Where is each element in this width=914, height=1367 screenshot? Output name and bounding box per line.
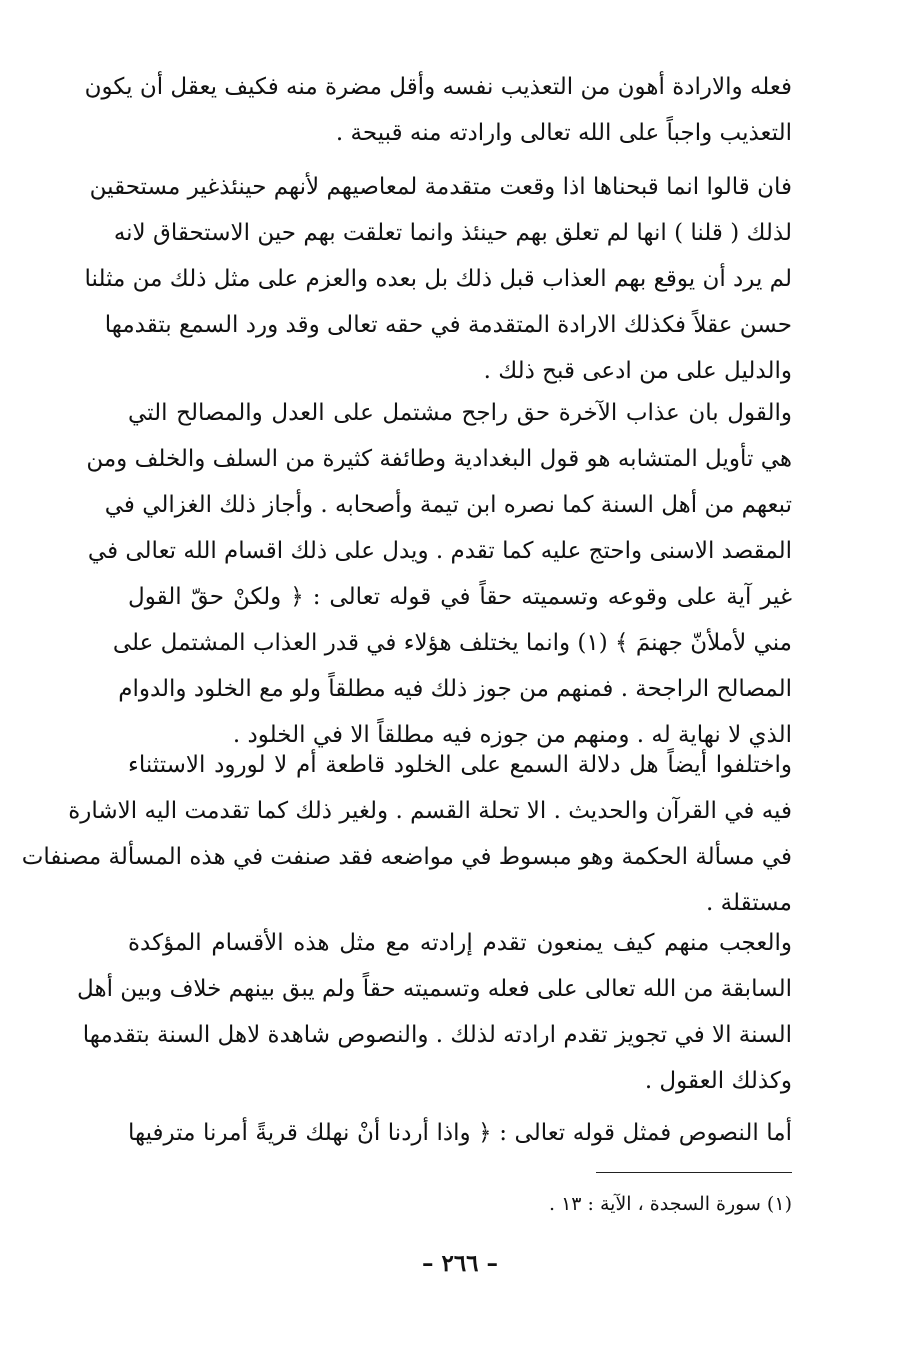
paragraph: [21, 742, 792, 926]
text-line: التعذيب واجباً على الله تعالى وارادته منه قبيحة .: [335, 120, 792, 146]
page-number: – ٢٦٦ –: [421, 1250, 499, 1277]
text-line: المقصد الاسنى واحتج عليه كما تقدم . ويدل على ذلك اقسام الله تعالى في: [87, 538, 792, 564]
text-line: مني لأملأنّ جهنمَ ﴾ (١) وانما يختلف هؤلاء في قدر العذاب المشتمل على: [112, 630, 792, 656]
paragraph: [128, 1110, 792, 1156]
footnote-divider: [596, 1172, 792, 1173]
text-line: لم يرد أن يوقع بهم العذاب قبل ذلك بل بعده والعزم على مثل ذلك من مثلنا: [84, 266, 792, 292]
text-line: غير آية على وقوعه وتسميته حقاً في قوله تعالى : ﴿ ولكنْ حقّ القول: [128, 584, 792, 610]
text-line: حسن عقلاً فكذلك الارادة المتقدمة في حقه تعالى وقد ورد السمع بتقدمها: [104, 312, 792, 338]
paragraph: [77, 920, 792, 1104]
paragraph: [84, 164, 792, 394]
paragraph: [84, 64, 792, 156]
text-line: فان قالوا انما قبحناها اذا وقعت متقدمة لمعاصيهم لأنهم حينئذغير مستحقين: [89, 174, 792, 200]
text-line: الذي لا نهاية له . ومنهم من جوزه فيه مطلقاً الا في الخلود .: [232, 722, 792, 748]
text-line: مستقلة .: [706, 890, 792, 916]
text-line: لذلك ( قلنا ) انها لم تعلق بهم حينئذ وانما تعلقت بهم حين الاستحقاق لانه: [113, 220, 792, 246]
text-line: فعله والارادة أهون من التعذيب نفسه وأقل مضرة منه فكيف يعقل أن يكون: [84, 74, 792, 100]
text-line: وكذلك العقول .: [644, 1068, 792, 1094]
text-line: السابقة من الله تعالى على فعله وتسميته حقاً ولم يبق بينهم خلاف وبين أهل: [77, 976, 792, 1002]
text-line: واختلفوا أيضاً هل دلالة السمع على الخلود قاطعة أم لا لورود الاستثناء: [128, 752, 792, 778]
text-line: أما النصوص فمثل قوله تعالى : ﴿ واذا أردنا أنْ نهلك قريةً أمرنا مترفيها: [128, 1120, 792, 1146]
footnote: (١) سورة السجدة ، الآية : ١٣ .: [548, 1193, 792, 1215]
text-line: السنة الا في تجويز تقدم ارادته لذلك . والنصوص شاهدة لاهل السنة بتقدمها: [82, 1022, 792, 1048]
text-line: في مسألة الحكمة وهو مبسوط في مواضعه فقد صنفت في هذه المسألة مصنفات: [21, 844, 792, 870]
text-line: هي تأويل المتشابه هو قول البغدادية وطائفة كثيرة من السلف والخلف ومن: [86, 446, 792, 472]
text-line: والقول بان عذاب الآخرة حق راجح مشتمل على العدل والمصالح التي: [128, 400, 792, 426]
text-line: والعجب منهم كيف يمنعون تقدم إرادته مع مثل هذه الأقسام المؤكدة: [128, 930, 792, 956]
text-line: تبعهم من أهل السنة كما نصره ابن تيمة وأصحابه . وأجاز ذلك الغزالي في: [104, 492, 792, 518]
paragraph: [86, 390, 792, 758]
text-line: المصالح الراجحة . فمنهم من جوز ذلك فيه مطلقاً ولو مع الخلود والدوام: [118, 676, 792, 702]
text-line: فيه في القرآن والحديث . الا تحلة القسم . ولغير ذلك كما تقدمت اليه الاشارة: [68, 798, 792, 824]
text-line: والدليل على من ادعى قبح ذلك .: [483, 358, 792, 384]
